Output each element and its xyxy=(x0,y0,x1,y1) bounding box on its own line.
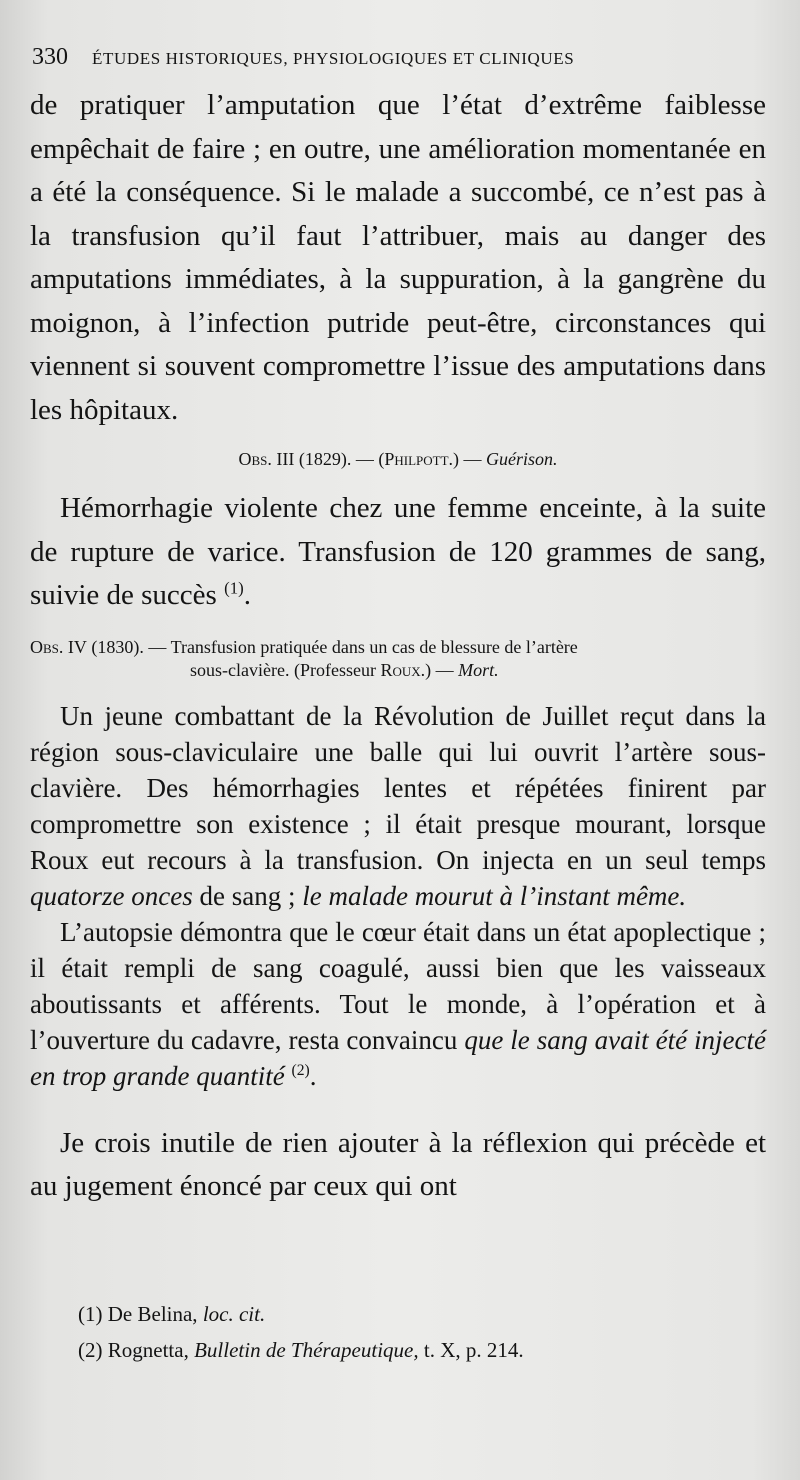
paragraph-end: . xyxy=(309,1060,317,1091)
italic-text: le malade mourut à l’instant même. xyxy=(302,880,687,911)
observation-outcome: Mort. xyxy=(458,659,499,680)
running-head: ÉTUDES HISTORIQUES, PHYSIOLOGIQUES ET CLINIQUES xyxy=(92,49,575,68)
paragraph-continuation: de pratiquer l’amputation que l’état d’extrême faiblesse empêchait de faire ; en outre, une amélioration momentanée en a été la conséquence. Si le malade a succombé, ce n’est pas à la transfusion qu’il faut l’attribuer, mais au danger des amputations immédiates, à la suppuration, à la gangrène du moignon, à l’infection putride peut-être, circonstances qui viennent si souvent compromettre l’issue des amputations dans les hôpitaux. xyxy=(30,89,766,426)
observation-label: Obs. III xyxy=(238,449,295,469)
footnote-italic: loc. cit. xyxy=(202,1302,266,1326)
page-number: 330 xyxy=(32,44,68,70)
paragraph-autopsy xyxy=(30,914,766,1094)
footnote-ref: (1) xyxy=(224,578,244,598)
footnote-1 xyxy=(78,1296,758,1332)
footnote-end: t. X, p. 214. xyxy=(418,1338,524,1362)
observation-title: — Transfusion pratiquée dans un cas de blessure de l’artère xyxy=(143,636,578,657)
observation-title-cont: sous-clavière. (Professeur xyxy=(190,659,381,680)
footnote-2 xyxy=(78,1332,758,1368)
observation-heading-4 xyxy=(30,636,766,682)
observation-title-end: .) — xyxy=(420,659,459,680)
footnote-text: Rognetta, xyxy=(102,1338,195,1362)
observation-heading-3 xyxy=(30,448,766,471)
observation-label: Obs. IV xyxy=(30,636,87,657)
paragraph-conclusion: Je crois inutile de rien ajouter à la réflexion qui précède et au jugement énoncé par ceux qui ont xyxy=(30,1126,766,1202)
paragraph-text: de sang ; xyxy=(192,880,303,911)
heading-dash: — xyxy=(459,449,487,469)
observation-year: (1829). xyxy=(298,449,352,469)
paragraph-end: . xyxy=(243,579,251,611)
paragraph-observation-3 xyxy=(30,487,766,618)
italic-text: quatorze onces xyxy=(30,880,193,911)
page-body xyxy=(30,84,766,1209)
observation-heading-line-2 xyxy=(30,659,766,682)
section-gap xyxy=(30,1094,766,1122)
footnotes xyxy=(78,1296,758,1368)
paragraph-text: Un jeune combattant de la Révolution de Juillet reçut dans la région sous-claviculaire une balle qui lui ouvrit l’artère sous-clavière. Des hémorrhagies lentes et répétées finirent par compromettre son existence ; il était presque mourant, lorsque Roux eut recours à la transfusion. On injecta en un seul temps xyxy=(30,700,766,875)
page-header xyxy=(32,44,760,72)
observation-author: (Philpott.) xyxy=(378,449,460,469)
footnote-ref: (2) xyxy=(291,1061,310,1079)
observation-outcome: Guérison. xyxy=(486,449,558,469)
italic-text: que le sang avait été injecté en trop grande quantité xyxy=(30,1024,766,1091)
paragraph-observation-4 xyxy=(30,698,766,914)
paragraph-text: Hémorrhagie violente chez une femme enceinte, à la suite de rupture de varice. Transfusion de 120 grammes de sang, suivie de succès xyxy=(30,492,766,611)
observation-year: (1830). xyxy=(91,636,144,657)
paragraph-text: L’autopsie démontra que le cœur était dans un état apoplectique ; il était rempli de sang coagulé, aussi bien que les vaisseaux aboutissants et afférents. Tout le monde, à l’opération et à l’ouverture du cadavre, resta convaincu xyxy=(30,916,766,1055)
footnote-text: De Belina, xyxy=(102,1302,203,1326)
footnote-italic: Bulletin de Thérapeutique, xyxy=(194,1338,419,1362)
observation-author: Roux xyxy=(380,659,421,680)
footnote-mark: (1) xyxy=(78,1302,103,1326)
heading-dash: — xyxy=(351,449,379,469)
footnote-mark: (2) xyxy=(78,1338,103,1362)
